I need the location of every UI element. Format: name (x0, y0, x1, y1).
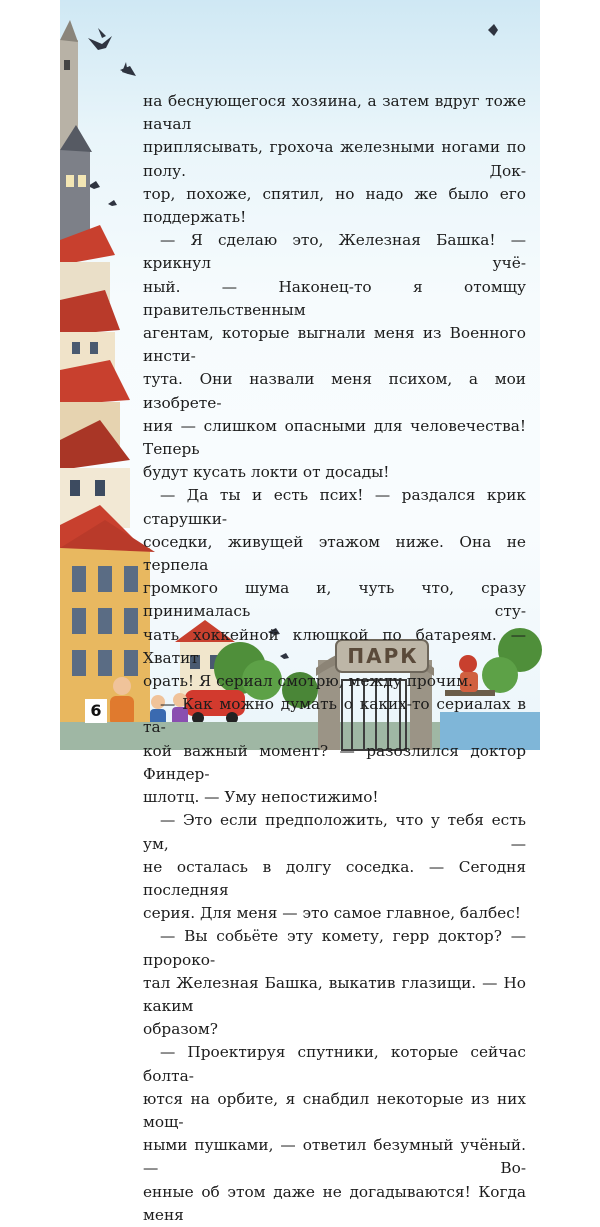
text-line: енные об этом даже не догадываются! Когда меня (143, 1182, 526, 1224)
text-line: соседки, живущей этажом ниже. Она не терпела (143, 532, 526, 575)
text-line: — Вы собьёте эту комету, герр доктор? — пророко- (143, 927, 526, 969)
text-line: — Проектируя спутники, которые сейчас болта- (143, 1043, 526, 1085)
bird-icon (98, 28, 106, 38)
text-line: будут кусать локти от досады! (143, 463, 390, 482)
text-line: не осталась в долгу соседка. — Сегодня последняя (143, 857, 526, 899)
text-line: шлотц. — Уму непостижимо! (143, 788, 379, 807)
text-line: — Я сделаю это, Железная Башка! — крикнул учё- (143, 231, 526, 273)
text-line: кой важный момент? — разозлился доктор Финдер- (143, 741, 526, 783)
text-line: ются на орбите, я снабдил некоторые из них мощ- (143, 1089, 526, 1131)
text-line: агентам, которые выгнали меня из Военного инсти- (143, 324, 526, 366)
page-number: 6 (85, 699, 107, 723)
text-line: образом? (143, 1020, 218, 1039)
park-sign-text: ПАРК (347, 644, 419, 668)
body-text (143, 90, 526, 1227)
text-line: ными пушками, — ответил безумный учёный. — Во- (143, 1136, 526, 1178)
text-line: ния — слишком опасными для человечества! Теперь (143, 416, 526, 459)
text-line: серия. Для меня — это самое главное, балбес! (143, 904, 521, 923)
text-line: — Как можно думать о каких-то сериалах в та- (143, 695, 526, 737)
text-line: тал Железная Башка, выкатив глазищи. — Но каким (143, 973, 526, 1015)
text-line: орать! Я сериал смотрю, между прочим. (143, 672, 473, 691)
text-line: ный. — Наконец-то я отомщу правительственным (143, 277, 526, 319)
text-line: тута. Они назвали меня психом, а мои изобрете- (143, 370, 526, 412)
text-line: громкого шума и, чуть что, сразу принималась сту- (143, 579, 526, 621)
text-line: чать хоккейной клюшкой по батареям. — Хватит (143, 625, 526, 667)
bird-icon (108, 200, 117, 206)
text-line: — Это если предположить, что у тебя есть ум, — (143, 811, 526, 853)
text-line: — Да ты и есть псих! — раздался крик старушки- (143, 486, 526, 528)
bird-icon (88, 36, 112, 50)
bird-icon (488, 24, 498, 36)
text-line: тор, похоже, спятил, но надо же было его поддержать! (143, 184, 526, 227)
text-line: на беснующегося хозяина, а затем вдруг тоже начал (143, 92, 526, 134)
text-line: приплясывать, грохоча железными ногами по полу. Док- (143, 138, 526, 180)
